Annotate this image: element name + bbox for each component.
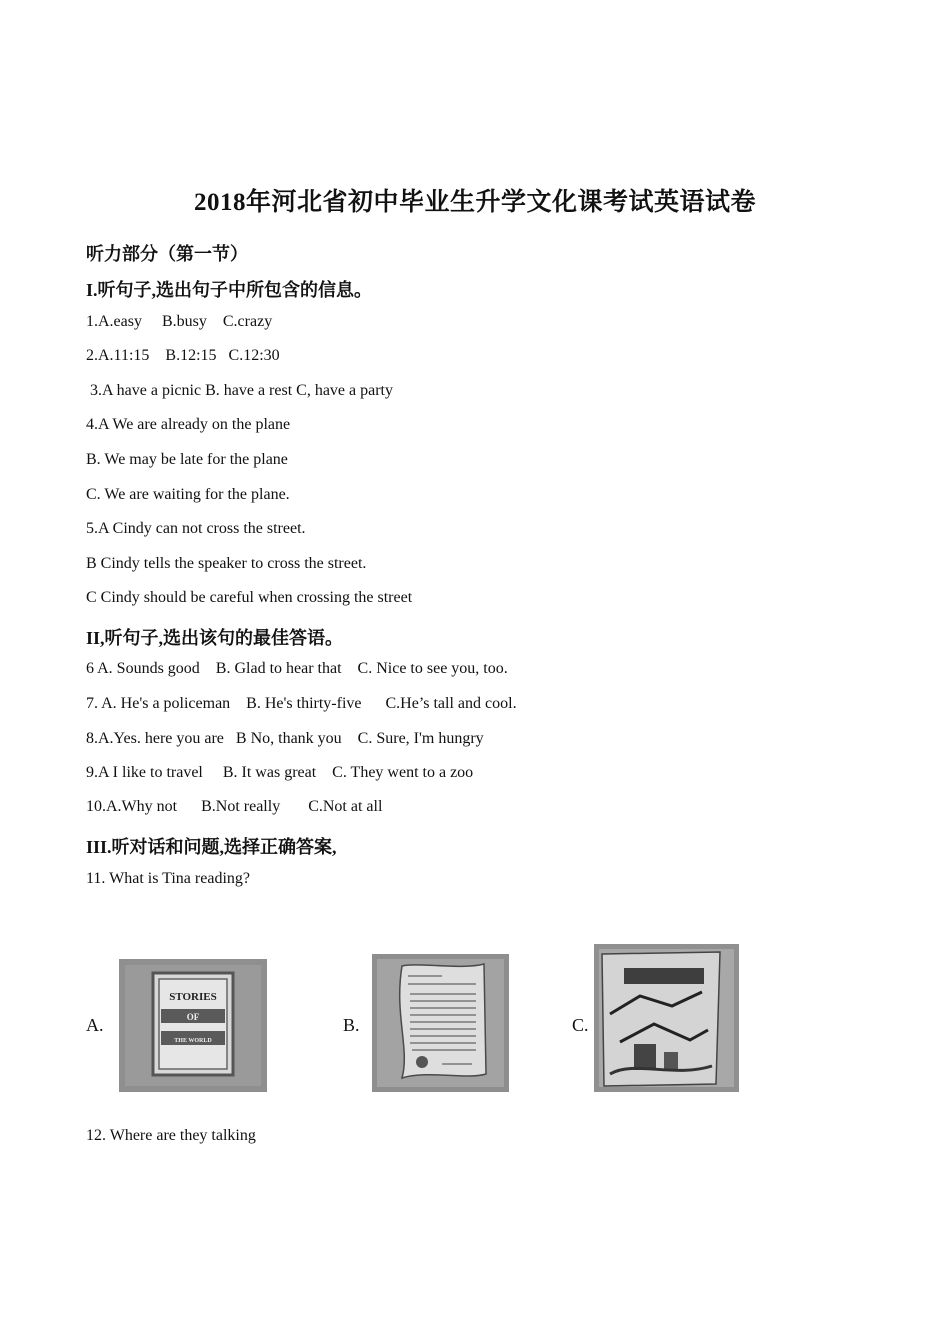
question-5-option-b: B Cindy tells the speaker to cross the street. [86, 555, 367, 572]
question-5: 5.A Cindy can not cross the street. [86, 520, 306, 537]
question-6: 6 A. Sounds good B. Glad to hear that C. Nice to see you, too. [86, 660, 508, 677]
exam-title: 2018年河北省初中毕业生升学文化课考试英语试卷 [193, 189, 756, 216]
option-c-label: C. [572, 1015, 589, 1035]
question-12: 12. Where are they talking [86, 1127, 256, 1144]
question-4-option-c: C. We are waiting for the plane. [86, 486, 290, 503]
question-4: 4.A We are already on the plane [86, 416, 291, 433]
question-4-option-b: B. We may be late for the plane [86, 451, 288, 468]
book-title-text: STORIES [169, 991, 217, 1003]
book-title-world: THE WORLD [174, 1038, 212, 1044]
letter-picture [372, 954, 509, 1092]
question-5-option-c: C Cindy should be careful when crossing the street [86, 589, 413, 606]
question-3: 3.A have a picnic B. have a rest C, have a party [86, 382, 393, 399]
book-title-of: OF [186, 1012, 200, 1022]
option-b-label: B. [343, 1015, 360, 1035]
part3-heading: III.听对话和问题,选择正确答案, [86, 837, 337, 857]
question-7: 7. A. He's a policeman B. He's thirty-five C.He’s tall and cool. [86, 695, 517, 712]
book-picture [119, 959, 267, 1092]
question-11: 11. What is Tina reading? [86, 870, 250, 887]
question-2: 2.A.11:15 B.12:15 C.12:30 [86, 347, 280, 364]
section-heading-listening: 听力部分（第一节） [86, 244, 248, 264]
question-10: 10.A.Why not B.Not really C.Not at all [86, 798, 383, 815]
question-9: 9.A I like to travel B. It was great C. They went to a zoo [86, 764, 474, 781]
question-1: 1.A.easy B.busy C.crazy [86, 313, 273, 330]
option-a-label: A. [86, 1015, 104, 1035]
poster-picture [594, 944, 739, 1092]
part1-heading: I.听句子,选出句子中所包含的信息。 [86, 280, 373, 300]
part2-heading: II,听句子,选出该句的最佳答语。 [86, 628, 344, 648]
question-8: 8.A.Yes. here you are B No, thank you C. Sure, I'm hungry [86, 730, 484, 747]
